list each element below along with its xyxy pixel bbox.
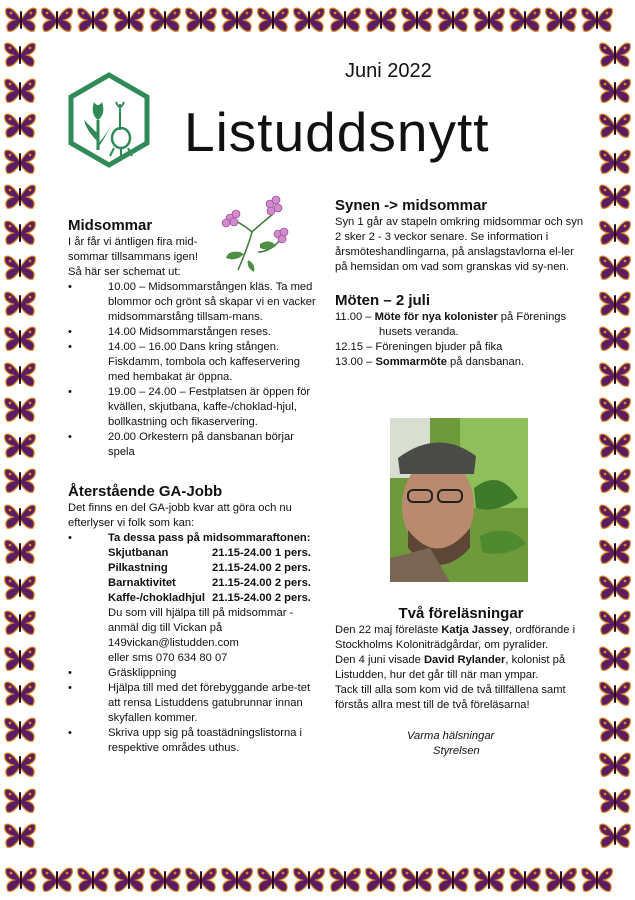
butterfly-icon bbox=[436, 5, 470, 35]
butterfly-icon bbox=[76, 5, 110, 35]
pass-row: Pilkastning 21.15-24.00 2 pers. bbox=[108, 562, 311, 574]
butterfly-icon bbox=[472, 5, 506, 35]
butterfly-icon bbox=[256, 865, 290, 895]
butterfly-icon bbox=[40, 5, 74, 35]
meeting-row: 12.15 – Föreningen bjuder på fika bbox=[335, 341, 503, 353]
butterfly-icon bbox=[598, 502, 632, 532]
synen-text: Syn 1 går av stapeln omkring midsommar och syn 2 sker 2 - 3 veckor senare. Se information i årsmöteshandlingarna, på anslagstavlorna el-ler på hemsidan om vad som granskas vid sy-nen. bbox=[335, 216, 584, 273]
ga-jobb-intro: Det finns en del GA-jobb kvar att göra och nu efterlyser vi folk som kan: bbox=[68, 502, 292, 529]
butterfly-icon bbox=[544, 865, 578, 895]
forelasningar-heading: Två föreläsningar bbox=[398, 605, 524, 622]
butterfly-icon bbox=[328, 865, 362, 895]
butterfly-icon bbox=[508, 5, 542, 35]
butterfly-icon bbox=[3, 218, 37, 248]
butterfly-icon bbox=[292, 5, 326, 35]
butterfly-icon bbox=[3, 573, 37, 603]
butterfly-icon bbox=[3, 502, 37, 532]
butterfly-icon bbox=[598, 76, 632, 106]
pass-row: Kaffe-/chokladhjul 21.15-24.00 2 pers. bbox=[108, 592, 311, 604]
contact-text: Du som vill hjälpa till på midsommar - anmäl dig till Vickan på bbox=[108, 607, 294, 634]
butterfly-icon bbox=[3, 111, 37, 141]
schedule-intro: Så här ser schemat ut: bbox=[68, 266, 181, 278]
butterfly-icon bbox=[3, 644, 37, 674]
butterfly-icon bbox=[364, 865, 398, 895]
bullet-icon: • bbox=[68, 326, 72, 338]
butterfly-icon bbox=[3, 324, 37, 354]
butterfly-icon bbox=[3, 679, 37, 709]
signoff-name: Styrelsen bbox=[433, 745, 480, 757]
butterfly-icon bbox=[598, 182, 632, 212]
lecture-2: Den 4 juni visade David Rylander, kolonist på Listudden, hur det går till när man ympar. bbox=[335, 654, 566, 681]
butterfly-icon bbox=[148, 865, 182, 895]
butterfly-icon bbox=[112, 865, 146, 895]
list-item: • 20.00 Orkestern på dansbanan börjar spela bbox=[68, 431, 294, 458]
bullet-icon: • bbox=[68, 532, 72, 544]
butterfly-icon bbox=[256, 5, 290, 35]
butterfly-border-bottom bbox=[0, 860, 635, 900]
butterfly-icon bbox=[3, 182, 37, 212]
butterfly-icon bbox=[598, 253, 632, 283]
butterfly-icon bbox=[3, 608, 37, 638]
butterfly-icon bbox=[598, 431, 632, 461]
butterfly-icon bbox=[3, 466, 37, 496]
moten-heading: Möten – 2 juli bbox=[335, 292, 431, 309]
butterfly-icon bbox=[598, 289, 632, 319]
butterfly-icon bbox=[598, 679, 632, 709]
butterfly-border-top bbox=[0, 0, 635, 40]
midsommar-heading: Midsommar bbox=[68, 217, 153, 234]
butterfly-icon bbox=[544, 5, 578, 35]
list-item: • Hjälpa till med det förebyggande arbe-tet att rensa Listuddens gatubrunnar innan skyfallen kommer. bbox=[68, 682, 311, 724]
butterfly-icon bbox=[184, 5, 218, 35]
list-item: • Gräsklippning bbox=[68, 667, 177, 679]
list-item bbox=[68, 531, 323, 666]
butterfly-icon bbox=[3, 289, 37, 319]
butterfly-icon bbox=[436, 865, 470, 895]
list-item: • 14.00 Midsommarstången reses. bbox=[68, 326, 271, 338]
issue-date: Juni 2022 bbox=[345, 60, 432, 82]
contact-sms: eller sms 070 634 80 07 bbox=[108, 652, 228, 664]
bullet-icon: • bbox=[68, 682, 72, 694]
midsommar-intro: I år får vi äntligen fira mid-sommar tillsammans igen! bbox=[68, 236, 198, 263]
list-item: • 14.00 – 16.00 Dans kring stången. Fiskdamm, tombola och kaffeservering med hembakat är öppna. bbox=[68, 341, 300, 383]
ga-jobb-heading: Återstående GA-Jobb bbox=[68, 483, 223, 500]
pass-heading: Ta dessa pass på midsommaraftonen: bbox=[108, 532, 311, 544]
butterfly-icon bbox=[3, 147, 37, 177]
bullet-icon: • bbox=[68, 281, 72, 293]
butterfly-icon bbox=[598, 147, 632, 177]
newsletter-title: Listuddsnytt bbox=[184, 101, 490, 163]
lecture-1: Den 22 maj föreläste Katja Jassey, ordförande i Stockholms Koloniträdgårdar, om pyralider. bbox=[335, 624, 576, 651]
butterfly-icon bbox=[3, 253, 37, 283]
butterfly-icon bbox=[220, 5, 254, 35]
midsommar-section bbox=[68, 216, 323, 460]
meeting-row: 11.00 – Möte för nya kolonister på Förenings husets veranda. bbox=[335, 311, 567, 338]
butterfly-icon bbox=[598, 466, 632, 496]
ga-jobb-list bbox=[68, 531, 323, 756]
bullet-icon: • bbox=[68, 431, 72, 443]
tulip-logo-icon bbox=[68, 72, 150, 168]
list-item: • 19.00 – 24.00 – Festplatsen är öppen för kvällen, skjutbana, kaffe-/choklad-hjul, bollkastning och fikaservering. bbox=[68, 386, 311, 428]
butterfly-icon bbox=[598, 644, 632, 674]
butterfly-icon bbox=[3, 431, 37, 461]
butterfly-icon bbox=[598, 715, 632, 745]
butterfly-icon bbox=[598, 324, 632, 354]
butterfly-icon bbox=[3, 786, 37, 816]
signoff bbox=[335, 729, 587, 759]
butterfly-icon bbox=[598, 750, 632, 780]
butterfly-icon bbox=[3, 821, 37, 851]
pass-row: Skjutbanan 21.15-24.00 1 pers. bbox=[108, 547, 311, 559]
butterfly-icon bbox=[598, 360, 632, 390]
butterfly-icon bbox=[148, 5, 182, 35]
butterfly-icon bbox=[598, 40, 632, 70]
butterfly-icon bbox=[364, 5, 398, 35]
midsommar-schedule bbox=[68, 280, 323, 460]
list-item: • Skriva upp sig på toastädningslistorna i respektive områdes uthus. bbox=[68, 727, 303, 754]
butterfly-icon bbox=[4, 865, 38, 895]
butterfly-icon bbox=[598, 537, 632, 567]
butterfly-icon bbox=[292, 865, 326, 895]
bullet-icon: • bbox=[68, 667, 72, 679]
butterfly-icon bbox=[598, 608, 632, 638]
butterfly-icon bbox=[598, 218, 632, 248]
butterfly-icon bbox=[598, 573, 632, 603]
signoff-greeting: Varma hälsningar bbox=[407, 730, 495, 742]
butterfly-icon bbox=[400, 865, 434, 895]
forelasningar-section bbox=[335, 604, 587, 713]
butterfly-icon bbox=[580, 5, 614, 35]
butterfly-icon bbox=[3, 750, 37, 780]
thanks-text: Tack till alla som kom vid de två tillfällena samt förstås allra mest till de två föreläsarna! bbox=[335, 684, 566, 711]
contact-email: 149vickan@listudden.com bbox=[108, 637, 239, 649]
butterfly-icon bbox=[598, 111, 632, 141]
butterfly-icon bbox=[3, 715, 37, 745]
butterfly-icon bbox=[40, 865, 74, 895]
moten-section bbox=[335, 291, 585, 370]
bullet-icon: • bbox=[68, 341, 72, 353]
butterfly-icon bbox=[220, 865, 254, 895]
butterfly-icon bbox=[598, 821, 632, 851]
butterfly-border-right bbox=[595, 40, 635, 860]
butterfly-icon bbox=[76, 865, 110, 895]
synen-section bbox=[335, 196, 585, 275]
butterfly-icon bbox=[598, 395, 632, 425]
butterfly-icon bbox=[184, 865, 218, 895]
butterfly-icon bbox=[4, 5, 38, 35]
bullet-icon: • bbox=[68, 386, 72, 398]
butterfly-icon bbox=[3, 76, 37, 106]
butterfly-icon bbox=[328, 5, 362, 35]
butterfly-icon bbox=[598, 786, 632, 816]
butterfly-icon bbox=[3, 395, 37, 425]
butterfly-icon bbox=[580, 865, 614, 895]
synen-heading: Synen -> midsommar bbox=[335, 197, 488, 214]
list-item: • 10.00 – Midsommarstången kläs. Ta med blommor och grönt så skapar vi en vacker midsommarstång tillsam-mans. bbox=[68, 281, 316, 323]
butterfly-icon bbox=[3, 360, 37, 390]
bullet-icon: • bbox=[68, 727, 72, 739]
ga-jobb-section bbox=[68, 482, 323, 756]
lecturer-photo bbox=[390, 418, 528, 582]
butterfly-icon bbox=[400, 5, 434, 35]
butterfly-border-left bbox=[0, 40, 40, 860]
butterfly-icon bbox=[3, 40, 37, 70]
butterfly-icon bbox=[3, 537, 37, 567]
pass-row: Barnaktivitet 21.15-24.00 2 pers. bbox=[108, 577, 311, 589]
butterfly-icon bbox=[112, 5, 146, 35]
butterfly-icon bbox=[472, 865, 506, 895]
butterfly-icon bbox=[508, 865, 542, 895]
meeting-row: 13.00 – Sommarmöte på dansbanan. bbox=[335, 356, 525, 368]
